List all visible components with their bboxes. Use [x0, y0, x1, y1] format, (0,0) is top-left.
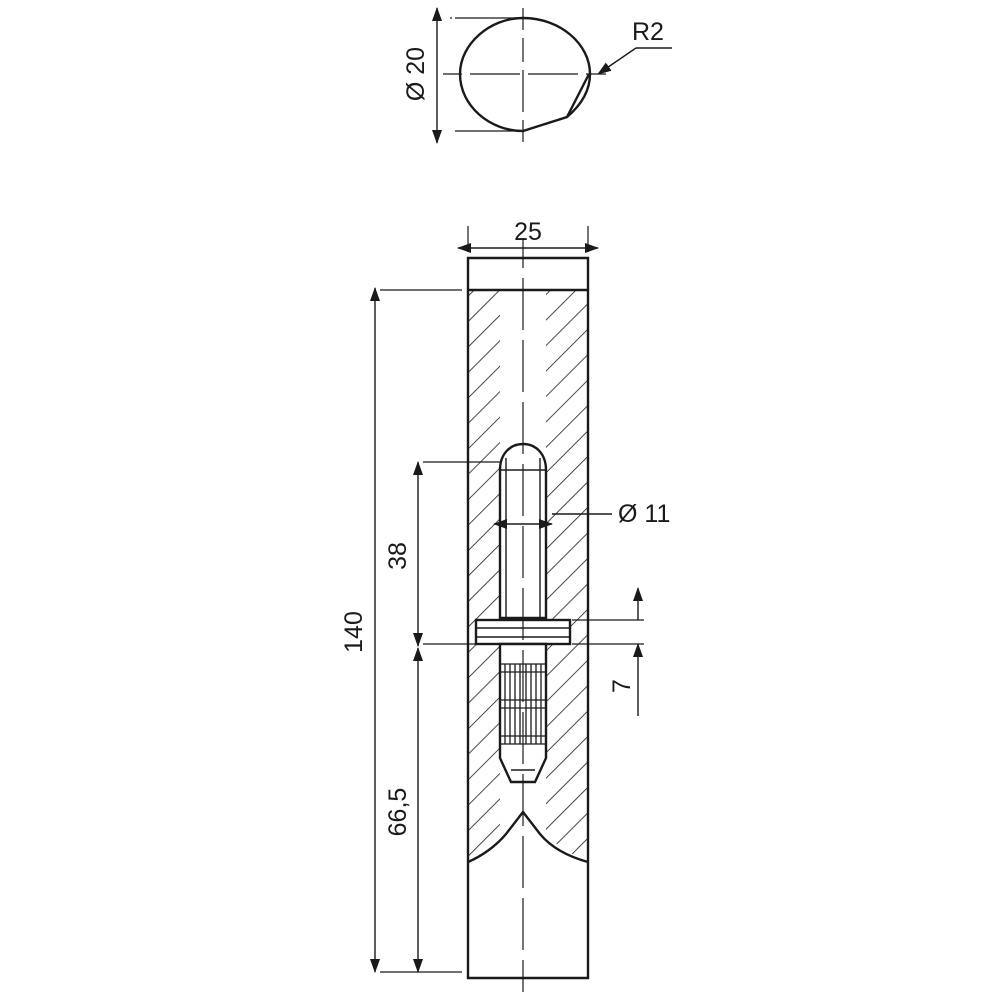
tube-hatch-left	[468, 290, 500, 862]
diameter-11-label: Ø 11	[618, 500, 671, 528]
length-140-label: 140	[340, 611, 368, 653]
tube-hatch-right	[546, 290, 588, 862]
radius-2-leader	[598, 48, 672, 74]
length-38-label: 38	[384, 542, 412, 570]
top-view-group	[402, 8, 672, 143]
length-140-extension-lines	[380, 290, 462, 972]
section-view-group	[340, 218, 670, 992]
radius-2-label: R2	[632, 18, 664, 46]
diameter-20-label: Ø 20	[402, 46, 430, 102]
length-66-5-label: 66,5	[384, 787, 412, 837]
thickness-7-label: 7	[608, 679, 636, 693]
width-25-label: 25	[514, 218, 542, 246]
